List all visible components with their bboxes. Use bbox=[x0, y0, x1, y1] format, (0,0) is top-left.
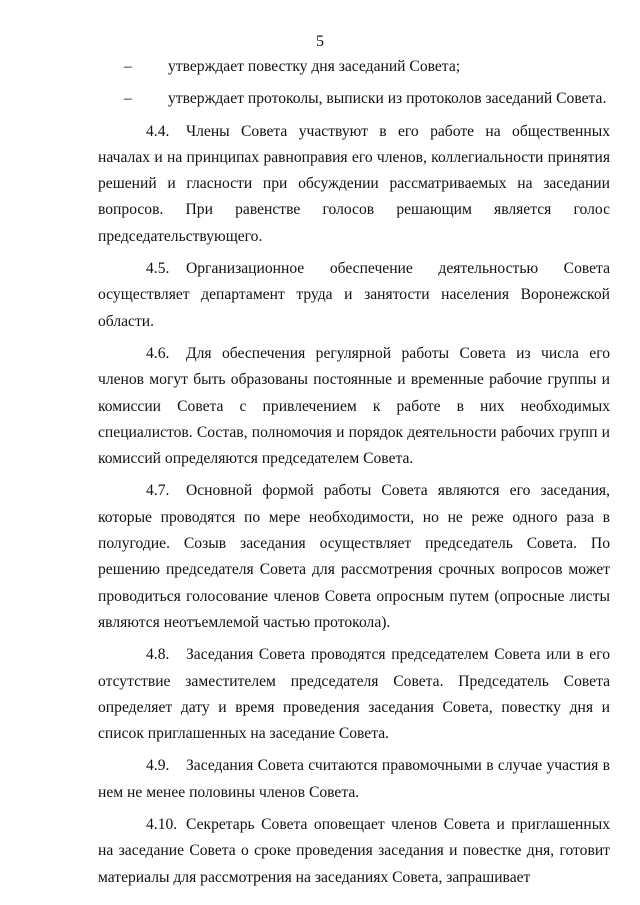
paragraph-4-9 bbox=[98, 753, 610, 806]
paragraph-4-4 bbox=[98, 119, 610, 250]
paragraph-number: 4.5. bbox=[146, 260, 170, 278]
paragraph-text: Организационное обеспечение деятельностью Совета осуществляет департамент труда и занятости населения Воронежской области. bbox=[98, 260, 610, 330]
paragraph-4-10 bbox=[98, 812, 610, 891]
paragraph-number: 4.9. bbox=[146, 757, 170, 775]
paragraph-number: 4.7. bbox=[146, 482, 170, 500]
paragraph-text: Члены Совета участвуют в его работе на общественных началах и на принципах равноправия его членов, коллегиальности принятия решений и гласности при обсуждении рассматриваемых на заседании вопросов. При равенстве голосов решающим является голос председательствующего. bbox=[98, 122, 610, 245]
paragraph-text: Заседания Совета проводятся председателем Совета или в его отсутствие заместителем председателя Совета. Председатель Совета определяет дату и время проведения заседания Совета, повестку дня и список приглашенных на заседание Совета. bbox=[98, 646, 610, 743]
bullet-text: утверждает протоколы, выписки из протоколов заседаний Совета. bbox=[168, 90, 607, 108]
paragraph-4-5 bbox=[98, 256, 610, 335]
paragraph-text: Для обеспечения регулярной работы Совета из числа его членов могут быть образованы постоянные и временные рабочие группы и комиссии Совета с привлечением к работе в них необходимых специалистов. Состав, полномочия и порядок деятельности рабочих групп и комиссий определяются председателем Совета. bbox=[98, 344, 610, 468]
bullet-dash: – bbox=[124, 90, 132, 108]
bullet-item bbox=[98, 86, 610, 112]
paragraph-text: Основной формой работы Совета являются его заседания, которые проводятся по мере необходимости, но не реже одного раза в полугодие. Созыв заседания осуществляет председатель Совета. По решению председателя Совета для рассмотрения срочных вопросов может проводиться голосование членов Совета опросным путем (опросные листы являются неотъемлемой частью протокола). bbox=[98, 482, 610, 631]
paragraph-4-6 bbox=[98, 341, 610, 472]
paragraph-4-7 bbox=[98, 478, 610, 636]
bullet-item bbox=[98, 54, 610, 80]
paragraph-text: Заседания Совета считаются правомочными в случае участия в нем не менее половины членов Совета. bbox=[98, 757, 610, 801]
paragraph-number: 4.8. bbox=[146, 646, 170, 664]
paragraph-number: 4.6. bbox=[146, 344, 170, 362]
bullet-dash: – bbox=[124, 58, 132, 75]
bullet-text: утверждает повестку дня заседаний Совета; bbox=[168, 58, 461, 75]
paragraph-text: Секретарь Совета оповещает членов Совета и приглашенных на заседание Совета о сроке проведения заседания и повестке дня, готовит материалы для рассмотрения на заседаниях Совета, запрашивает bbox=[98, 816, 610, 886]
page-number: 5 bbox=[316, 33, 324, 50]
paragraph-number: 4.4. bbox=[146, 122, 170, 140]
paragraph-number: 4.10. bbox=[146, 816, 178, 834]
paragraph-4-8 bbox=[98, 642, 610, 747]
document-body bbox=[98, 54, 610, 891]
